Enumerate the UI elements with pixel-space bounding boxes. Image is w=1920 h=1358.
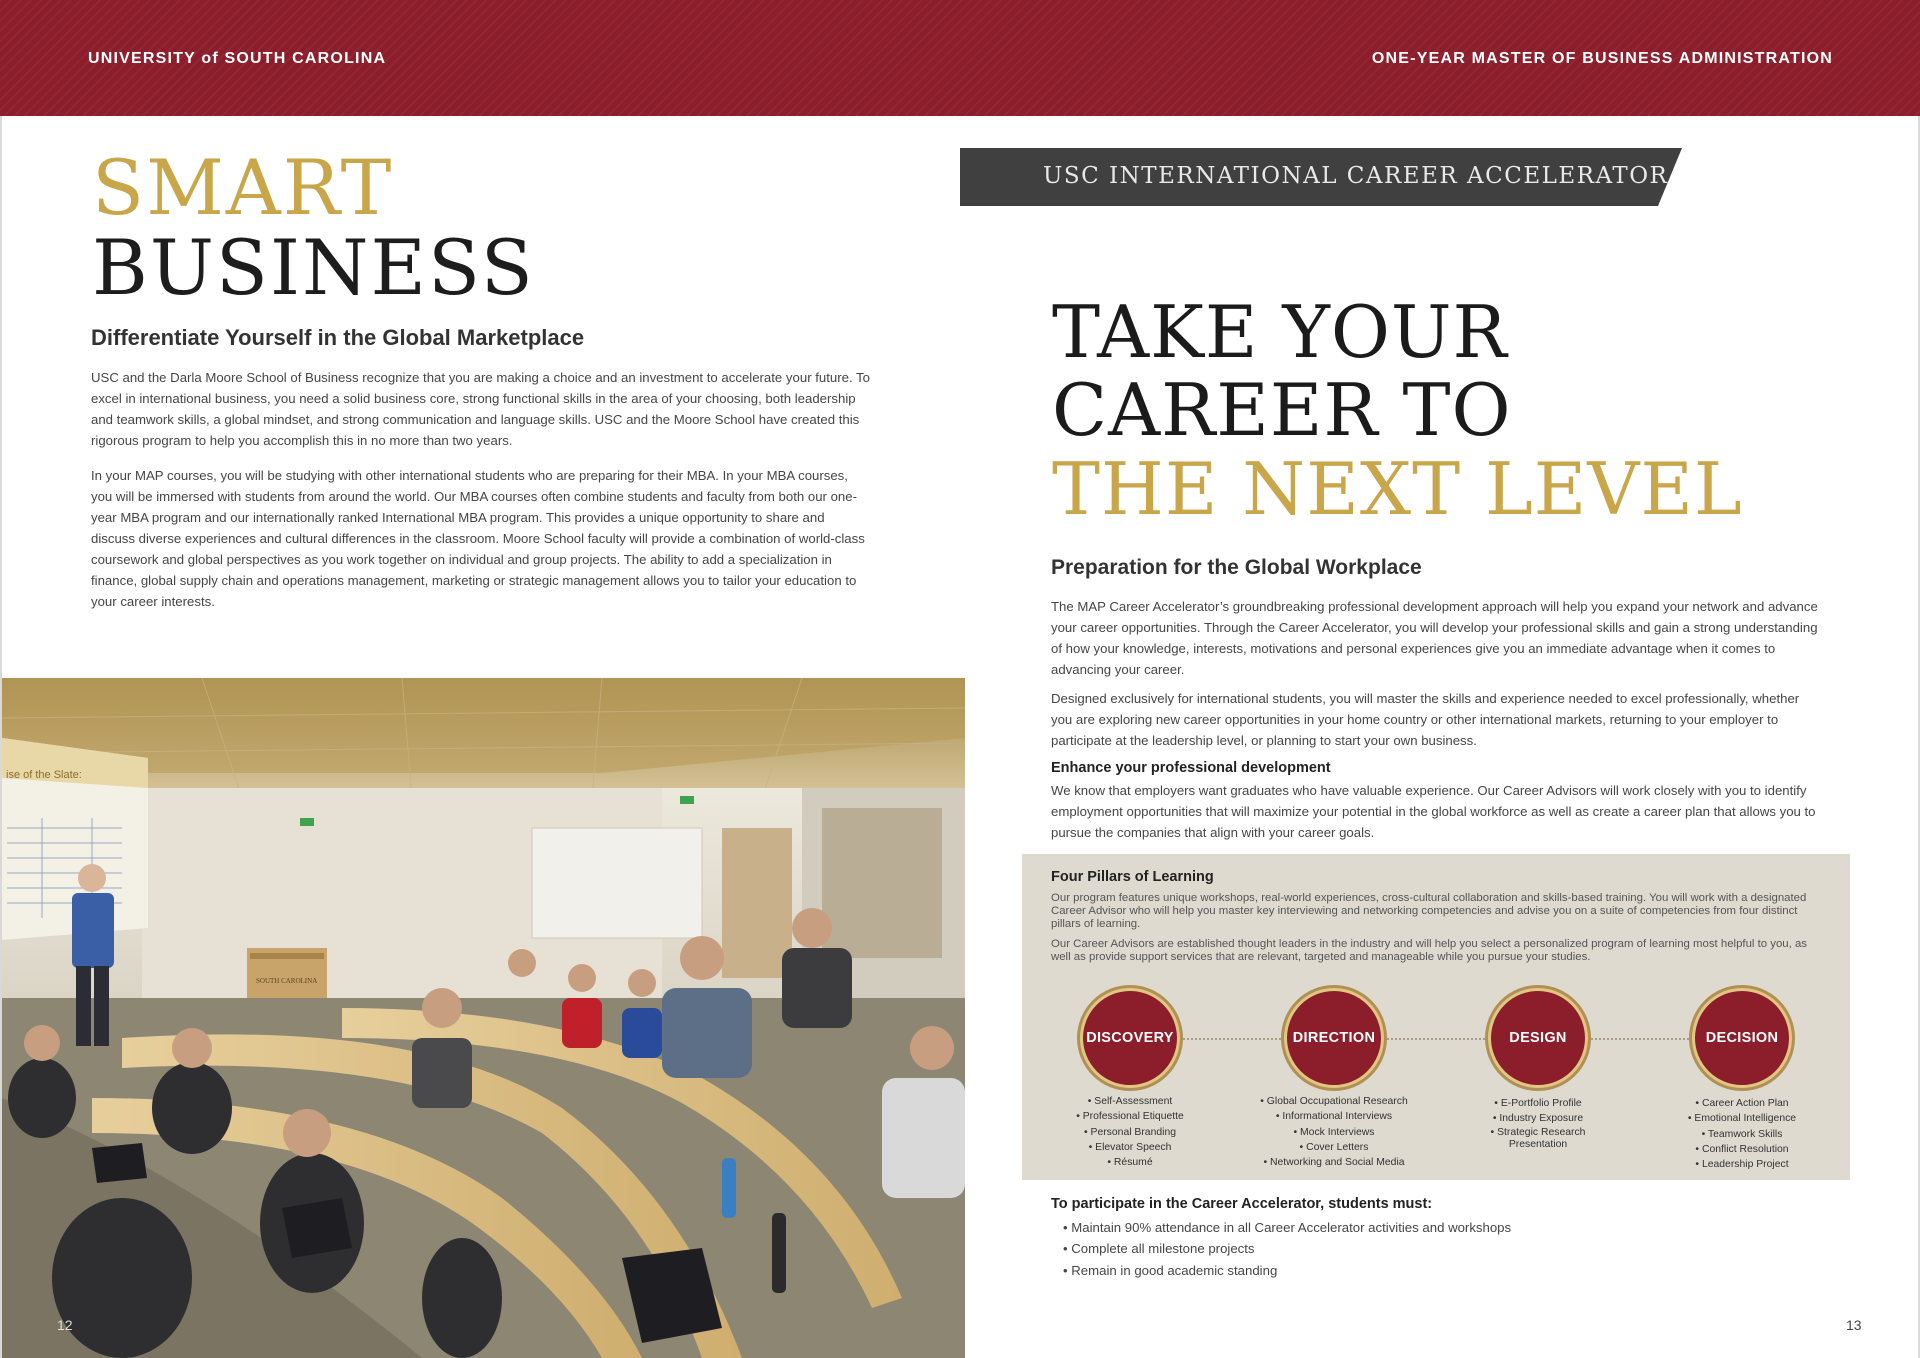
list-item: • Résumé — [1030, 1155, 1230, 1170]
list-item: • Emotional Intelligence — [1642, 1111, 1842, 1126]
list-item: • E-Portfolio Profile — [1438, 1096, 1638, 1111]
requirements-title: To participate in the Career Accelerator, students must: — [1051, 1196, 1433, 1212]
list-item: • Leadership Project — [1642, 1157, 1842, 1172]
list-item: • Strategic Research Presentation — [1483, 1127, 1593, 1151]
pillar-direction-list — [1234, 1094, 1434, 1170]
enhance-paragraph: We know that employers want graduates who have valuable experience. Our Career Advisors will work closely with you to identify employment opportunities that will maximize your potential in the global workforce as well as create a career plan that allows you to pursue the companies that align with your career goals. — [1051, 783, 1816, 840]
pillars-paragraph-1: Our program features unique workshops, real-world experiences, cross-cultural collaboration and skills-based training. You will work with a designated Career Advisor who will help you master key interviewing and networking competencies and advise you on a suite of competencies from four distinct pillars of learning. — [1051, 892, 1807, 930]
pillar-design-list — [1438, 1096, 1638, 1151]
list-item: • Industry Exposure — [1438, 1111, 1638, 1126]
connector-3 — [1588, 1038, 1692, 1040]
list-item: • Personal Branding — [1030, 1125, 1230, 1140]
list-item: • Mock Interviews — [1234, 1125, 1434, 1140]
list-item: • Remain in good academic standing — [1063, 1260, 1511, 1281]
page-number-right: 13 — [1846, 1317, 1862, 1333]
connector-2 — [1384, 1038, 1488, 1040]
headline-line2: CAREER TO — [1052, 368, 1512, 452]
list-item: • Conflict Resolution — [1642, 1142, 1842, 1157]
list-item: • Teamwork Skills — [1642, 1127, 1842, 1142]
header-bar — [0, 0, 1920, 116]
list-item: • Informational Interviews — [1234, 1109, 1434, 1124]
connector-1 — [1180, 1038, 1284, 1040]
enhance-title: Enhance your professional development — [1051, 760, 1331, 776]
right-subhead: Preparation for the Global Workplace — [1051, 556, 1422, 579]
left-subhead: Differentiate Yourself in the Global Marketplace — [91, 325, 585, 350]
headline-line3: THE NEXT LEVEL — [1052, 447, 1743, 531]
pillar-direction-badge: DIRECTION — [1284, 988, 1384, 1088]
left-title-line2: BUSINESS — [92, 223, 535, 312]
podium-label: SOUTH CAROLINA — [256, 977, 318, 985]
list-item: • Professional Etiquette — [1030, 1109, 1230, 1124]
list-item: • Complete all milestone projects — [1063, 1238, 1511, 1259]
right-paragraph-2: Designed exclusively for international students, you will master the skills and experience needed to excel professionally, whether you are exploring new career opportunities in your home country or other international markets, returning to your employer to participate at the leadership level, or planning to start your own business. — [1051, 691, 1800, 748]
pillar-decision-badge: DECISION — [1692, 988, 1792, 1088]
left-paragraph-2: In your MAP courses, you will be studying with other international students who are preparing for their MBA. In your MBA courses, you will be immersed with students from around the world. Our MBA courses often combine students and faculty from both our one-year MBA program and our internationally ranked International MBA program. This provides a unique opportunity to share and discuss diverse experiences and cultural differences in the classroom. Moore School faculty will provide a combination of world-class coursework and global perspectives as you work together on individual and group projects. The ability to add a specialization in finance, global supply chain and operations management, marketing or strategic management allows you to tailor your education to your career interests. — [91, 468, 865, 609]
program-name: ONE-YEAR MASTER OF BUSINESS ADMINISTRATION — [1371, 50, 1833, 67]
slide-title: ise of the Slate: — [6, 769, 82, 781]
pillars-title: Four Pillars of Learning — [1051, 869, 1214, 885]
list-item: • Global Occupational Research — [1234, 1094, 1434, 1109]
pillar-discovery-list — [1030, 1094, 1230, 1170]
list-item: • Cover Letters — [1234, 1140, 1434, 1155]
section-banner-text: USC INTERNATIONAL CAREER ACCELERATOR — [1043, 163, 1669, 189]
pillar-decision-list — [1642, 1096, 1842, 1172]
requirements-list — [1063, 1217, 1511, 1281]
list-item: • Self-Assessment — [1030, 1094, 1230, 1109]
page-number-left: 12 — [57, 1317, 73, 1333]
list-item: • Elevator Speech — [1030, 1140, 1230, 1155]
classroom-photo — [2, 678, 965, 1358]
pillars-paragraph-2: Our Career Advisors are established thought leaders in the industry and will help you select a personalized program of learning most helpful to you, as well as provide support services that are relevant, targeted and manageable while you pursue your studies. — [1051, 938, 1807, 963]
left-title-line1: SMART — [92, 143, 394, 232]
left-paragraph-1: USC and the Darla Moore School of Business recognize that you are making a choice and an investment to accelerate your future. To excel in international business, you need a solid business core, strong functional skills in the area of your choosing, both leadership and teamwork skills, a global mindset, and strong communication and language skills. USC and the Moore School have created this rigorous program to help you accomplish this in no more than two years. — [91, 370, 870, 448]
pillar-design-badge: DESIGN — [1488, 988, 1588, 1088]
list-item: • Career Action Plan — [1642, 1096, 1842, 1111]
list-item: • Networking and Social Media — [1234, 1155, 1434, 1170]
pillar-discovery-badge: DISCOVERY — [1080, 988, 1180, 1088]
headline-line1: TAKE YOUR — [1052, 290, 1508, 374]
right-paragraph-1: The MAP Career Accelerator’s groundbreaking professional development approach will help you expand your network and advance your career opportunities. Through the Career Accelerator, you will develop your professional skills and gain a strong understanding of how your knowledge, interests, motivations and personal experiences give you an immediate advantage when it comes to advancing your career. — [1051, 599, 1818, 677]
list-item: • Maintain 90% attendance in all Career Accelerator activities and workshops — [1063, 1217, 1511, 1238]
university-name: UNIVERSITY of SOUTH CAROLINA — [88, 50, 387, 67]
